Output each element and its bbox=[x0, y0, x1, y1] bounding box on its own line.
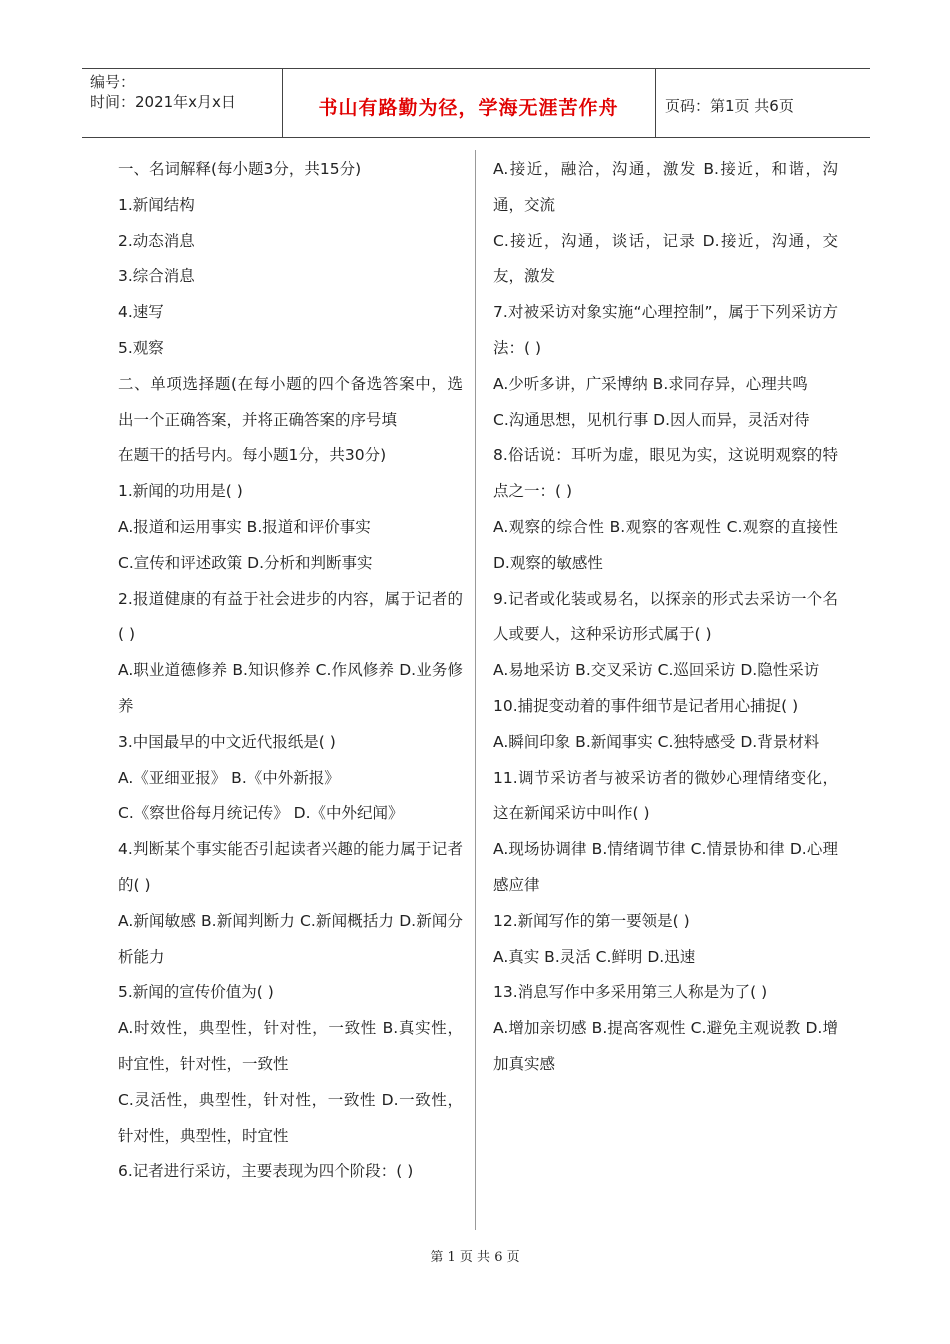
text-line: A.易地采访 B.交叉采访 C.巡回采访 D.隐性采访 bbox=[493, 661, 820, 680]
document-number-label: 编号： bbox=[90, 73, 136, 91]
text-line: A.真实 B.灵活 C.鲜明 D.迅速 bbox=[493, 947, 696, 966]
header-motto: 书山有路勤为径，学海无涯苦作舟 bbox=[318, 97, 619, 119]
text-line: 1.新闻结构 bbox=[118, 195, 195, 214]
header-page-cell bbox=[655, 69, 870, 137]
text-line: 在题干的括号内。每小题1分，共30分) bbox=[118, 446, 387, 465]
text-line: A.报道和运用事实 B.报道和评价事实 bbox=[118, 517, 371, 536]
text-line: 3.中国最早的中文近代报纸是( ) bbox=[118, 732, 336, 751]
text-line: 一、名词解释(每小题3分，共15分) bbox=[118, 160, 362, 178]
text-line: C.宣传和评述政策 D.分析和判断事实 bbox=[118, 553, 373, 572]
text-line: C.灵活性，典型性，针对性，一致性 D.一致性，针对性，典型性，时宜性 bbox=[118, 1090, 463, 1145]
column-divider bbox=[475, 150, 476, 1230]
text-line: C.沟通思想，见机行事 D.因人而异，灵活对待 bbox=[493, 410, 810, 429]
text-line: A.接近，融洽，沟通，激发 B.接近，和谐，沟通，交流 bbox=[493, 160, 838, 214]
text-line: 13.消息写作中多采用第三人称是为了( ) bbox=[493, 983, 768, 1002]
text-line: 10.捕捉变动着的事件细节是记者用心捕捉( ) bbox=[493, 696, 799, 715]
text-line: 5.新闻的宣传价值为( ) bbox=[118, 983, 274, 1002]
header-meta-cell bbox=[82, 69, 283, 137]
text-line: A.增加亲切感 B.提高客观性 C.避免主观说教 D.增加真实感 bbox=[493, 1019, 838, 1073]
text-line: 5.观察 bbox=[118, 338, 164, 357]
header-page-info: 页码：第1页 共6页 bbox=[665, 97, 794, 115]
text-line: A.现场协调律 B.情绪调节律 C.情景协和律 D.心理感应律 bbox=[493, 840, 838, 894]
text-line: 二、单项选择题(在每小题的四个备选答案中，选出一个正确答案，并将正确答案的序号填 bbox=[118, 374, 463, 429]
text-line: A.时效性，典型性，针对性，一致性 B.真实性，时宜性，针对性，一致性 bbox=[118, 1019, 463, 1073]
page-header bbox=[82, 68, 870, 138]
text-line: 2.动态消息 bbox=[118, 231, 195, 250]
text-line: 4.速写 bbox=[118, 303, 164, 322]
text-line: 11.调节采访者与被采访者的微妙心理情绪变化，这在新闻采访中叫作( ) bbox=[493, 768, 838, 823]
left-column bbox=[118, 152, 463, 1190]
text-line: C.《察世俗每月统记传》 D.《中外纪闻》 bbox=[118, 804, 404, 823]
text-line: A.职业道德修养 B.知识修养 C.作风修养 D.业务修养 bbox=[118, 661, 463, 715]
text-line: C.接近，沟通，谈话，记录 D.接近，沟通，交友，激发 bbox=[493, 231, 838, 286]
text-line: 2.报道健康的有益于社会进步的内容，属于记者的( ) bbox=[118, 589, 463, 644]
text-line: 9.记者或化装或易名，以探亲的形式去采访一个名人或要人，这种采访形式属于( ) bbox=[493, 589, 838, 644]
text-line: A.《亚细亚报》 B.《中外新报》 bbox=[118, 768, 340, 787]
text-line: A.瞬间印象 B.新闻事实 C.独特感受 D.背景材料 bbox=[493, 732, 820, 751]
text-line: A.观察的综合性 B.观察的客观性 C.观察的直接性 D.观察的敏感性 bbox=[493, 517, 838, 572]
right-column bbox=[493, 152, 838, 1083]
text-line: 1.新闻的功用是( ) bbox=[118, 482, 243, 501]
text-line: 7.对被采访对象实施“心理控制”，属于下列采访方法：( ) bbox=[493, 303, 838, 357]
text-line: 6.记者进行采访，主要表现为四个阶段：( ) bbox=[118, 1162, 414, 1181]
header-motto-cell bbox=[282, 69, 656, 137]
text-line: 3.综合消息 bbox=[118, 267, 195, 286]
text-line: 12.新闻写作的第一要领是( ) bbox=[493, 911, 690, 930]
text-line: 4.判断某个事实能否引起读者兴趣的能力属于记者的( ) bbox=[118, 840, 463, 894]
document-date-label: 时间：2021年x月x日 bbox=[90, 93, 236, 111]
text-line: A.少听多讲，广采博纳 B.求同存异，心理共鸣 bbox=[493, 374, 808, 393]
text-line: A.新闻敏感 B.新闻判断力 C.新闻概括力 D.新闻分析能力 bbox=[118, 911, 463, 966]
text-line: 8.俗话说：耳听为虚，眼见为实，这说明观察的特点之一：( ) bbox=[493, 446, 838, 501]
page-footer: 第 1 页 共 6 页 bbox=[430, 1250, 520, 1265]
